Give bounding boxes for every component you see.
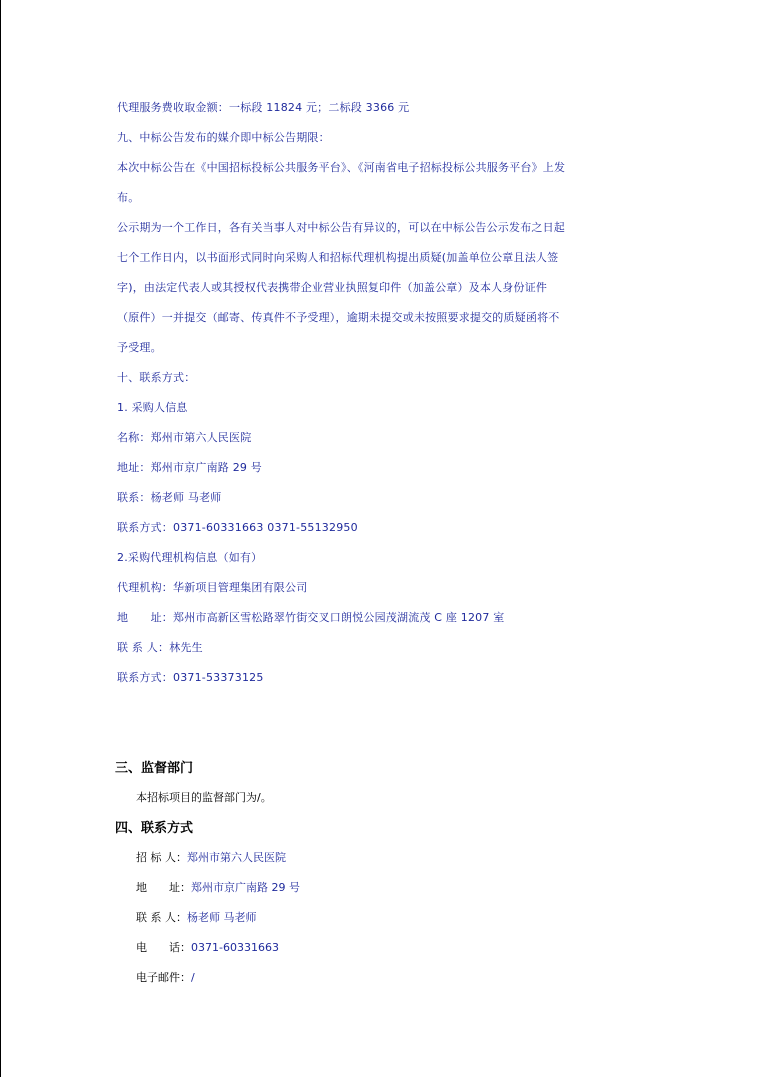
agency-phone: 联系方式：0371-53373125 bbox=[117, 671, 264, 684]
contact-row-person bbox=[136, 911, 257, 925]
page-left-border bbox=[0, 0, 1, 1077]
agency-contact: 联 系 人：林先生 bbox=[117, 641, 203, 654]
objection-line-2: 七个工作日内，以书面形式同时向采购人和招标代理机构提出质疑(加盖单位公章且法人签 bbox=[117, 251, 559, 264]
contact-value: 郑州市第六人民医院 bbox=[187, 851, 286, 864]
agency-info-title: 2.采购代理机构信息（如有） bbox=[117, 551, 263, 564]
publication-media-line-1: 本次中标公告在《中国招标投标公共服务平台》、《河南省电子招标投标公共服务平台》上发 bbox=[117, 161, 566, 174]
agency-name: 代理机构：华新项目管理集团有限公司 bbox=[117, 581, 308, 594]
purchaser-phone: 联系方式：0371-60331663 0371-55132950 bbox=[117, 521, 358, 534]
contact-key: 招 标 人： bbox=[136, 851, 187, 864]
purchaser-name: 名称：郑州市第六人民医院 bbox=[117, 431, 252, 444]
contact-row-phone bbox=[136, 941, 279, 955]
objection-line-1: 公示期为一个工作日，各有关当事人对中标公告有异议的，可以在中标公告公示发布之日起 bbox=[117, 221, 565, 234]
service-fee-line: 代理服务费收取金额：一标段 11824 元；二标段 3366 元 bbox=[117, 101, 410, 114]
contact-row-email bbox=[136, 971, 195, 985]
contact-key: 联 系 人： bbox=[136, 911, 187, 924]
objection-line-4: （原件）一并提交（邮寄、传真件不予受理），逾期未提交或未按照要求提交的质疑函将不 bbox=[117, 311, 560, 324]
objection-line-5: 予受理。 bbox=[117, 341, 162, 354]
supervision-text: 本招标项目的监督部门为/。 bbox=[136, 791, 272, 804]
section-three-heading: 三、监督部门 bbox=[115, 761, 194, 776]
purchaser-contact: 联系：杨老师 马老师 bbox=[117, 491, 222, 504]
contact-row-address bbox=[136, 881, 300, 895]
contact-value: 杨老师 马老师 bbox=[187, 911, 257, 924]
contact-key: 电子邮件： bbox=[136, 971, 191, 984]
purchaser-address: 地址：郑州市京广南路 29 号 bbox=[117, 461, 262, 474]
publication-media-line-2: 布。 bbox=[117, 191, 140, 204]
contact-value: 郑州市京广南路 29 号 bbox=[191, 881, 300, 894]
section-ten-title: 十、联系方式： bbox=[117, 371, 196, 384]
contact-value: / bbox=[191, 971, 195, 984]
purchaser-info-title: 1. 采购人信息 bbox=[117, 401, 188, 414]
agency-address: 地 址：郑州市高新区雪松路翠竹街交叉口朗悦公园茂湖流茂 C 座 1207 室 bbox=[117, 611, 505, 624]
section-four-heading: 四、联系方式 bbox=[115, 821, 194, 836]
contact-key: 地 址： bbox=[136, 881, 191, 894]
contact-row-tenderer bbox=[136, 851, 286, 865]
contact-value: 0371-60331663 bbox=[191, 941, 279, 954]
objection-line-3: 字)，由法定代表人或其授权代表携带企业营业执照复印件（加盖公章）及本人身份证件 bbox=[117, 281, 548, 294]
contact-key: 电 话： bbox=[136, 941, 191, 954]
section-nine-title: 九、中标公告发布的媒介即中标公告期限： bbox=[117, 131, 330, 144]
